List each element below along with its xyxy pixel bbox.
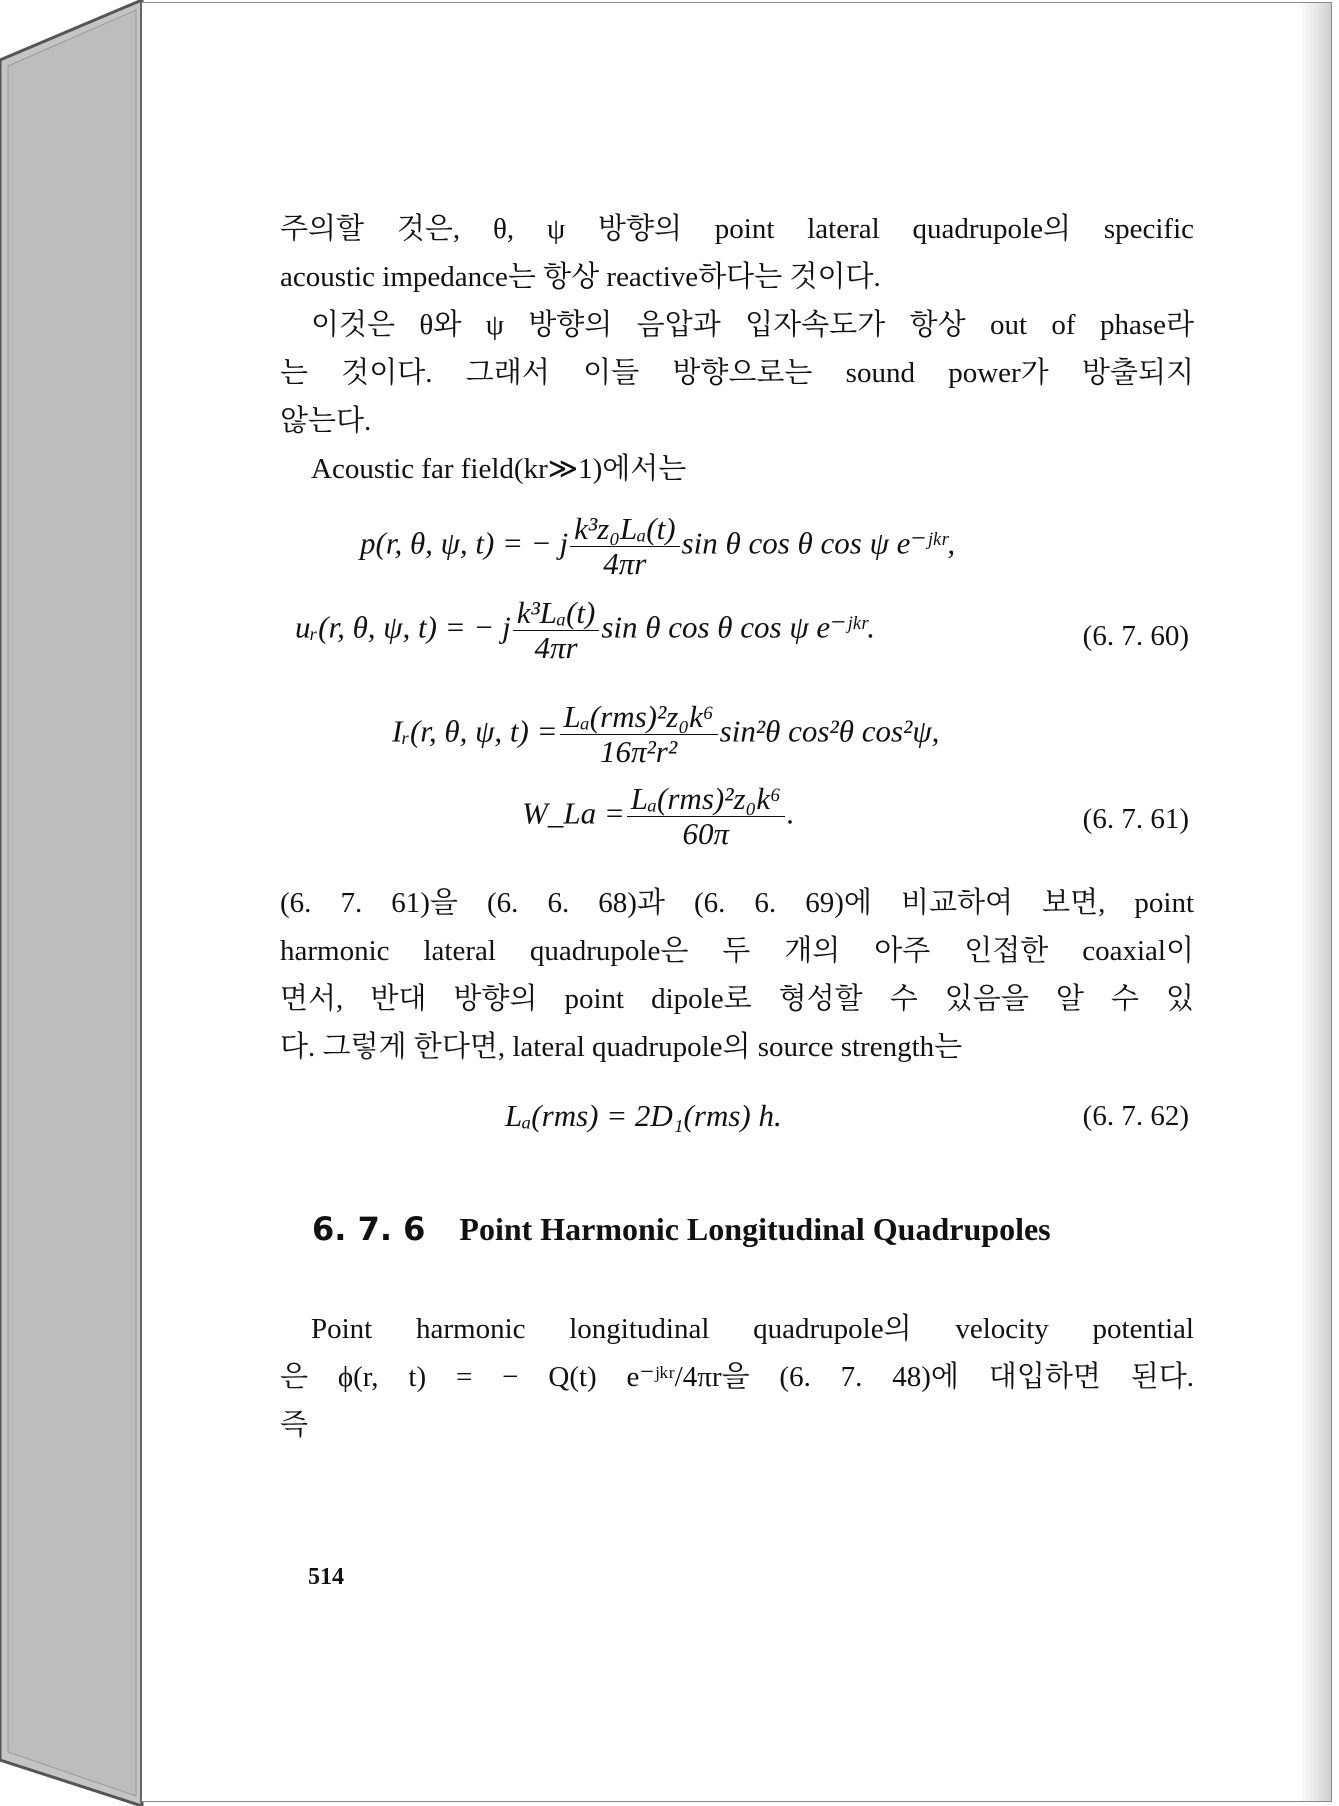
paragraph-2-line-1: 이것은 θ와 ψ 방향의 음압과 입자속도가 항상 out of phase라 [311,309,1194,341]
equation-power-rhs: . [786,795,795,831]
equation-pressure [360,512,955,581]
equation-pressure-fraction [570,512,679,581]
equation-velocity-numerator: k³Lₐ(t) [513,596,600,631]
equation-intensity-numerator: Lₐ(rms)²z₀k⁶ [560,700,718,735]
equation-velocity-fraction [513,596,600,665]
paragraph-3-line-4: 다. 그렇게 한다면, lateral quadrupole의 source strength는 [280,1031,963,1063]
equation-power-denominator: 60π [682,816,730,851]
equation-source-strength: Lₐ(rms) = 2D₁(rms) h. [505,1098,782,1133]
equation-power-lhs: W_La = [522,795,625,831]
farfield-intro: Acoustic far field(kr≫1)에서는 [311,453,687,485]
section-number: 6. 7. 6 [312,1210,426,1248]
equation-velocity [295,596,875,665]
equation-power-numerator: Lₐ(rms)²z₀k⁶ [627,782,785,817]
equation-intensity-denominator: 16π²r² [599,734,678,769]
paragraph-3-line-2: harmonic lateral quadrupole은 두 개의 아주 인접한 coaxial이 [280,935,1194,967]
equation-power-fraction [627,782,785,851]
equation-label-6-7-60: (6. 7. 60) [1082,620,1189,652]
section-heading [312,1210,1051,1248]
book-spine [0,0,145,1806]
equation-intensity-rhs: sin²θ cos²θ cos²ψ, [719,713,940,749]
paragraph-2-line-3: 않는다. [280,405,372,437]
paragraph-3-line-3: 면서, 반대 방향의 point dipole로 형성할 수 있음을 알 수 있 [280,983,1194,1015]
paragraph-4-line-2: 은 ϕ(r, t) = − Q(t) e⁻ʲᵏʳ/4πr을 (6. 7. 48)에 대입하면 된다. [280,1361,1194,1393]
section-title: Point Harmonic Longitudinal Quadrupoles [459,1211,1051,1247]
equation-pressure-numerator: k³z₀Lₐ(t) [570,512,679,547]
paragraph-3-line-1: (6. 7. 61)을 (6. 6. 68)과 (6. 6. 69)에 비교하여 보면, point [280,887,1194,919]
equation-pressure-denominator: 4πr [603,546,647,581]
equation-pressure-rhs: sin θ cos θ cos ψ e⁻ʲᵏʳ, [681,525,956,561]
equation-label-6-7-62: (6. 7. 62) [1082,1100,1189,1132]
paragraph-4-line-1: Point harmonic longitudinal quadrupole의 velocity potential [311,1313,1194,1345]
equation-intensity [392,700,939,769]
page-edge-shadow [1297,3,1331,1801]
equation-pressure-lhs: p(r, θ, ψ, t) = − j [360,525,569,561]
paragraph-1-line-1: 주의할 것은, θ, ψ 방향의 point lateral quadrupole의 specific [280,213,1194,245]
paragraph-4-line-3: 즉 [280,1409,309,1441]
equation-velocity-rhs: sin θ cos θ cos ψ e⁻ʲᵏʳ. [601,609,875,645]
equation-velocity-lhs: uᵣ(r, θ, ψ, t) = − j [295,609,511,645]
equation-label-6-7-61: (6. 7. 61) [1082,803,1189,835]
equation-intensity-lhs: Iᵣ(r, θ, ψ, t) = [392,713,558,749]
paragraph-1-line-2: acoustic impedance는 항상 reactive하다는 것이다. [280,261,881,293]
equation-velocity-denominator: 4πr [534,630,578,665]
paragraph-2-line-2: 는 것이다. 그래서 이들 방향으로는 sound power가 방출되지 [280,357,1194,389]
equation-power [522,782,795,851]
equation-intensity-fraction [560,700,718,769]
page-number: 514 [308,1564,344,1590]
